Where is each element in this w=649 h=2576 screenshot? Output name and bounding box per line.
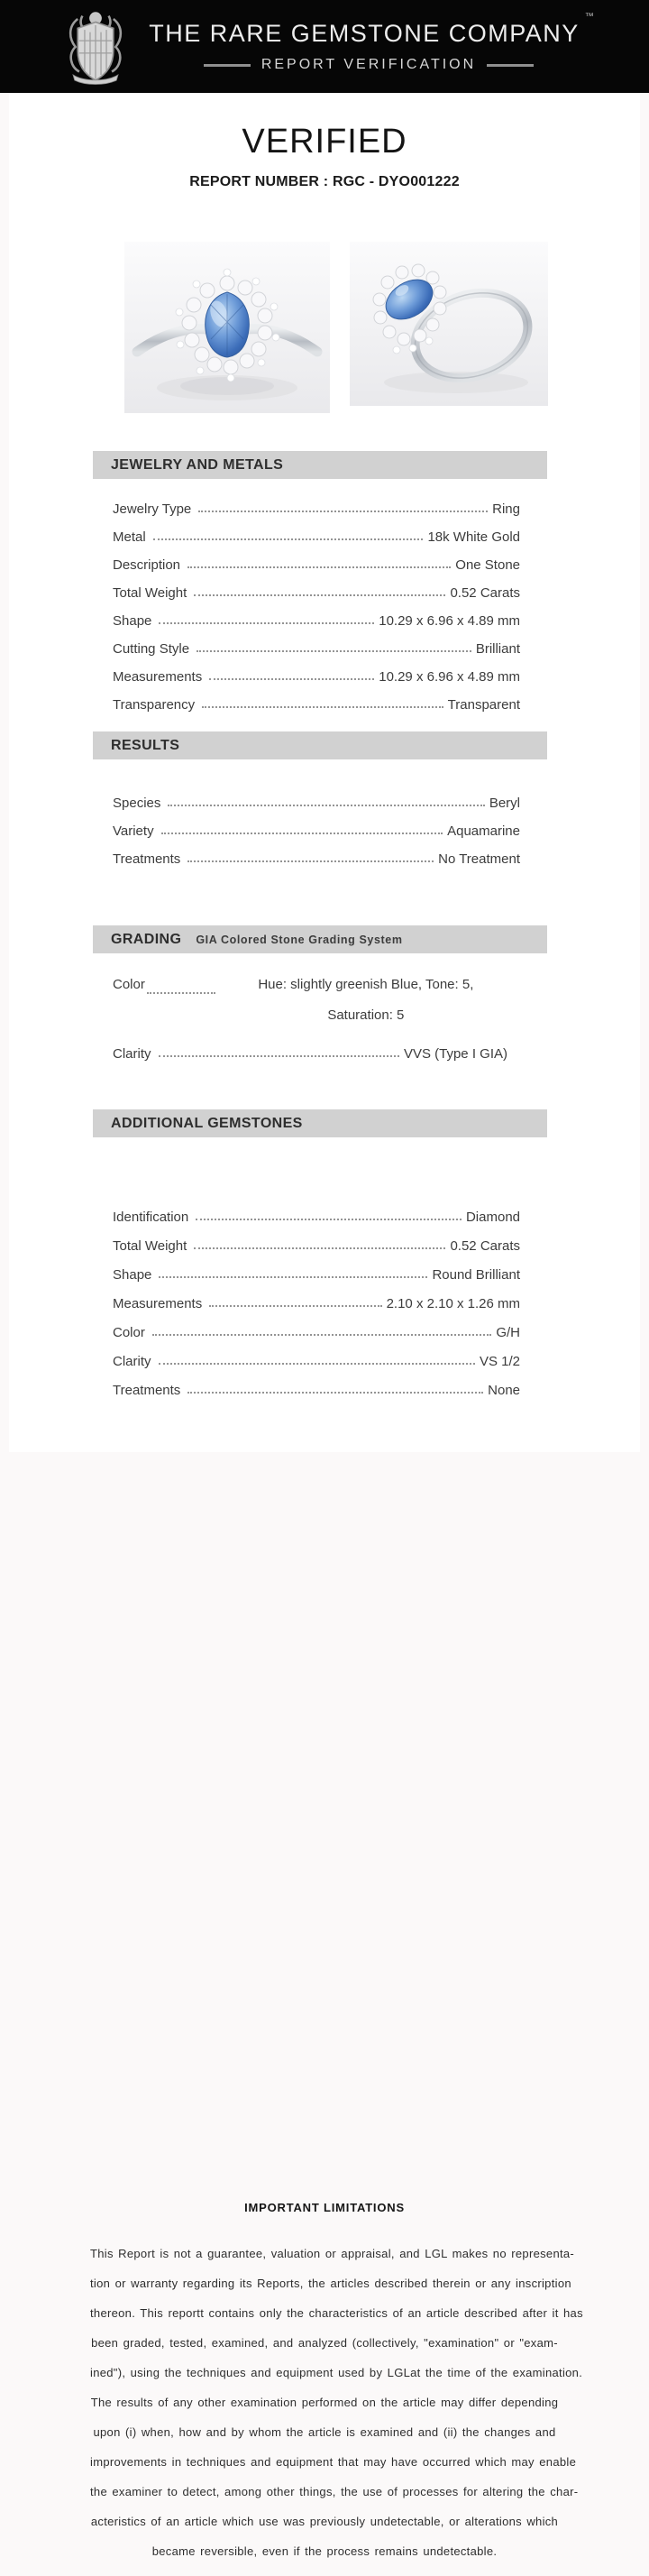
spec-value: Brilliant — [475, 641, 520, 657]
spec-value: Hue: slightly greenish Blue, Tone: 5, Saturation: 5 — [258, 977, 474, 1023]
spec-label: Clarity — [113, 1046, 151, 1062]
table-row — [113, 545, 520, 573]
table-row — [113, 1254, 520, 1283]
table-row — [113, 629, 520, 657]
spec-label: Measurements — [113, 669, 203, 685]
spec-value: 18k White Gold — [427, 529, 520, 545]
limitations-line: This Report is not a guarantee, valuation or appraisal, and LGL makes no representa- — [90, 2247, 575, 2260]
dotted-leader — [187, 566, 451, 568]
table-row — [113, 811, 520, 839]
table-row — [113, 839, 520, 867]
dotted-leader — [159, 621, 374, 624]
table-row — [113, 1225, 520, 1254]
section-jewelry-and-metals — [93, 451, 547, 713]
limitations-text — [90, 2239, 583, 2566]
table-row — [113, 1196, 520, 1225]
limitations-line: the examiner to detect, among other things, the use of processes for altering the char- — [90, 2485, 579, 2498]
verified-status-title: VERIFIED — [242, 123, 407, 161]
spec-label: Shape — [113, 1267, 152, 1283]
section-title: GRADING — [111, 931, 182, 947]
section-additional-gemstones — [93, 1109, 547, 1398]
dotted-leader — [153, 538, 424, 540]
limitations-line: ined"), using the techniques and equipment used by LGLat the time of the examination. — [90, 2366, 583, 2379]
limitations-line: thereon. This reportt contains only the characteristics of an article described after it has — [90, 2306, 583, 2320]
spec-rows — [93, 1196, 547, 1398]
spec-value: None — [488, 1383, 520, 1398]
dash-line-right — [487, 64, 534, 67]
ring-side-illustration — [350, 242, 548, 406]
grading-system-subtitle: GIA Colored Stone Grading System — [196, 933, 403, 946]
section-header-bar — [93, 925, 547, 953]
spec-label: Metal — [113, 529, 146, 545]
spec-value: 10.29 x 6.96 x 4.89 mm — [379, 669, 520, 685]
report-verification-label: REPORT VERIFICATION — [261, 57, 477, 72]
spec-label: Total Weight — [113, 1238, 187, 1254]
limitations-line: became reversible, even if the process remains undetectable. — [151, 2544, 498, 2558]
section-header-bar — [93, 731, 547, 759]
table-row — [113, 601, 520, 629]
spec-value: VS 1/2 — [479, 1354, 520, 1369]
dotted-leader — [159, 1362, 475, 1365]
section-grading — [93, 925, 547, 1062]
spec-value: 2.10 x 2.10 x 1.26 mm — [386, 1296, 520, 1311]
dotted-leader — [187, 860, 434, 862]
spec-value: 0.52 Carats — [450, 1238, 520, 1254]
spec-label: Cutting Style — [113, 641, 190, 657]
limitations-line: acteristics of an article which use was previously undetectable, or alterations which — [90, 2515, 559, 2528]
table-row — [113, 517, 520, 545]
dotted-leader — [194, 1247, 445, 1249]
spec-value: 10.29 x 6.96 x 4.89 mm — [379, 613, 520, 629]
table-row — [113, 657, 520, 685]
trademark-symbol: ™ — [584, 12, 594, 22]
dotted-leader — [168, 804, 484, 806]
spec-label: Description — [113, 557, 181, 573]
section-title: ADDITIONAL GEMSTONES — [111, 1115, 303, 1131]
spec-label: Shape — [113, 613, 152, 629]
spec-label: Variety — [113, 823, 154, 839]
spec-label: Treatments — [113, 1383, 181, 1398]
page-header — [0, 0, 649, 93]
table-row — [113, 783, 520, 811]
dotted-leader — [152, 1333, 491, 1336]
spec-value: 0.52 Carats — [450, 585, 520, 601]
spec-value: Transparent — [447, 697, 520, 713]
spec-value: One Stone — [455, 557, 520, 573]
dotted-leader — [187, 1391, 483, 1394]
dotted-leader — [209, 677, 374, 680]
table-row — [113, 1340, 520, 1369]
ring-photo-front — [124, 242, 330, 413]
spec-label: Color — [113, 1325, 145, 1340]
spec-label: Measurements — [113, 1296, 203, 1311]
company-name-line — [149, 12, 594, 48]
limitations-line: upon (i) when, how and by whom the article is examined and (ii) the changes and — [93, 2425, 556, 2439]
jewelry-photos — [12, 242, 649, 413]
spec-label: Clarity — [113, 1354, 151, 1369]
spec-value: Ring — [492, 501, 520, 517]
spec-value: VVS (Type I GIA) — [403, 1046, 507, 1062]
ring-front-illustration — [124, 242, 330, 413]
spec-rows — [93, 970, 547, 1062]
section-title: RESULTS — [111, 737, 180, 753]
spec-value: Beryl — [489, 796, 520, 811]
section-header-bar — [93, 451, 547, 479]
header-text-block — [149, 12, 594, 73]
table-row — [113, 685, 520, 713]
dash-line-left — [204, 64, 251, 67]
spec-value: G/H — [496, 1325, 520, 1340]
section-results — [93, 731, 547, 867]
spec-rows — [93, 783, 547, 867]
table-row — [113, 1311, 520, 1340]
dotted-leader — [198, 510, 488, 512]
dotted-leader — [147, 991, 215, 994]
important-limitations — [90, 2201, 583, 2566]
ring-photo-side — [350, 242, 548, 406]
table-row — [113, 489, 520, 517]
section-title: JEWELRY AND METALS — [111, 456, 284, 473]
spec-label: Identification — [113, 1210, 189, 1225]
report-number: REPORT NUMBER : RGC - DYO001222 — [189, 174, 460, 189]
spec-value: No Treatment — [438, 851, 520, 867]
company-name: THE RARE GEMSTONE COMPANY — [149, 20, 580, 47]
spec-rows — [93, 489, 547, 713]
dotted-leader — [194, 593, 445, 596]
report-verification-banner — [204, 57, 534, 73]
spec-label: Treatments — [113, 851, 181, 867]
dotted-leader — [209, 1304, 381, 1307]
company-crest-icon — [60, 8, 131, 86]
table-row — [113, 970, 507, 1031]
spec-label: Jewelry Type — [113, 501, 192, 517]
limitations-line: tion or warranty regarding its Reports, the articles described therein or any inscription — [90, 2277, 571, 2290]
dotted-leader — [196, 1218, 462, 1220]
limitations-line: been graded, tested, examined, and analyzed (collectively, "examination" or "exam- — [91, 2336, 558, 2350]
table-row — [113, 1369, 520, 1398]
limitations-title: IMPORTANT LIMITATIONS — [244, 2201, 405, 2214]
section-header-bar — [93, 1109, 547, 1137]
spec-value: Round Brilliant — [432, 1267, 520, 1283]
dotted-leader — [202, 705, 443, 708]
spec-label: Species — [113, 796, 161, 811]
table-row — [113, 573, 520, 601]
spec-label: Color — [113, 977, 145, 992]
dotted-leader — [161, 832, 443, 834]
dotted-leader — [159, 1054, 399, 1057]
dotted-leader — [197, 649, 471, 652]
dotted-leader — [159, 1275, 427, 1278]
limitations-line: improvements in techniques and equipment that may have occurred which may enable — [90, 2455, 577, 2469]
spec-value: Aquamarine — [447, 823, 520, 839]
table-row — [113, 1283, 520, 1311]
spec-value: Diamond — [465, 1210, 520, 1225]
table-row — [113, 1031, 507, 1062]
spec-label: Transparency — [113, 697, 196, 713]
limitations-line: The results of any other examination performed on the article may differ depending — [90, 2396, 559, 2409]
spec-label: Total Weight — [113, 585, 187, 601]
